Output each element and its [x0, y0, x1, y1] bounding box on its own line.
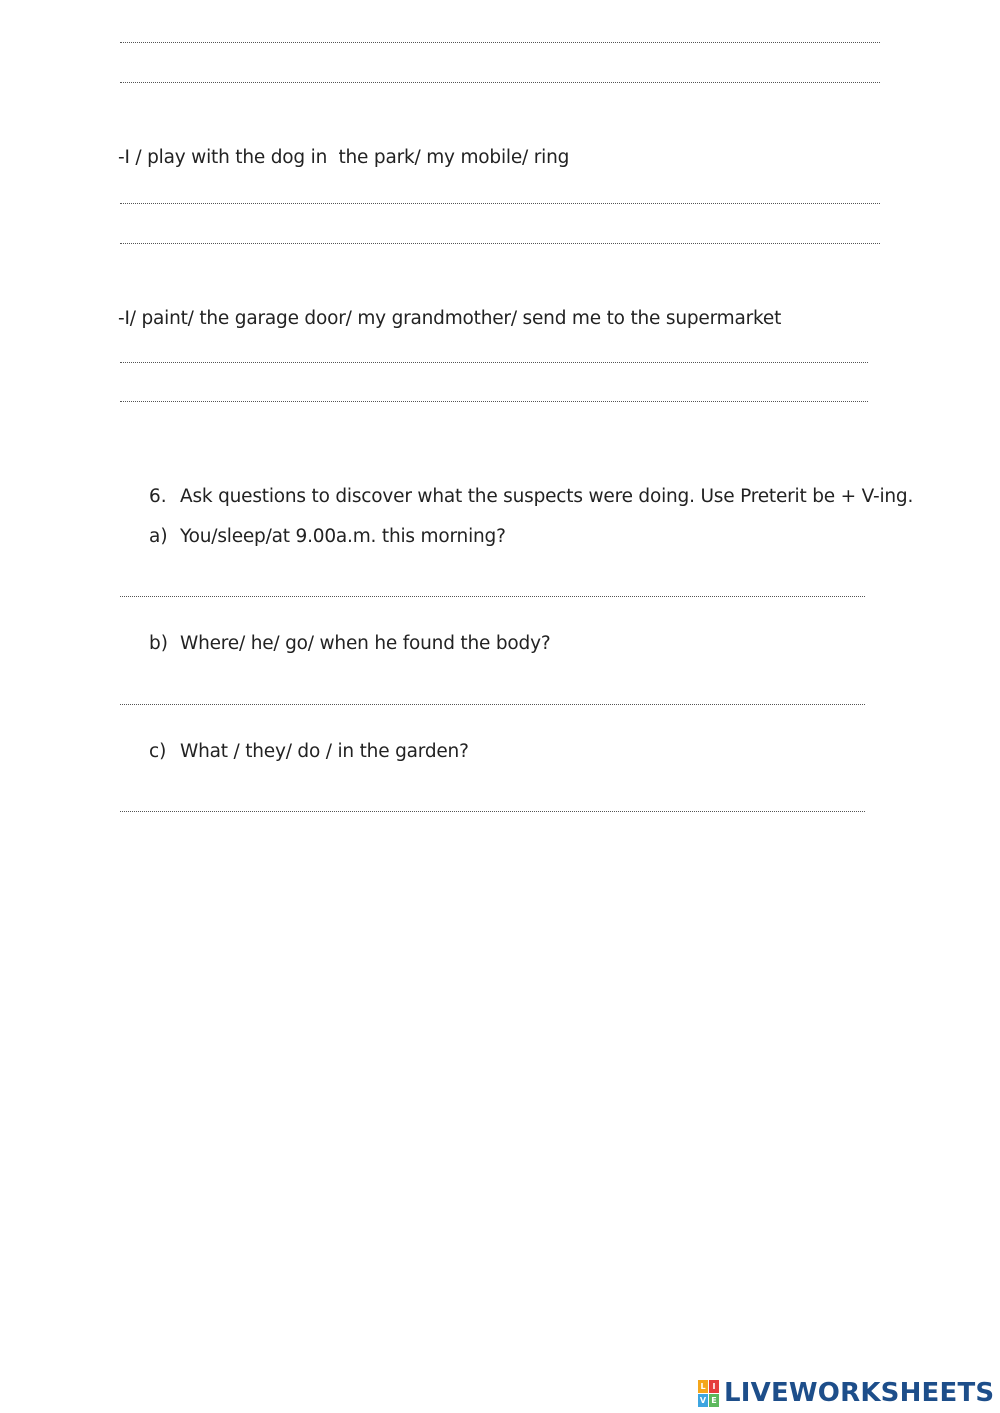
- answer-line[interactable]: [120, 42, 880, 43]
- question-letter: b): [149, 633, 168, 654]
- logo-mark-letter: L: [698, 1380, 708, 1393]
- answer-line[interactable]: [120, 362, 868, 363]
- answer-line[interactable]: [120, 596, 865, 597]
- answer-line[interactable]: [120, 811, 865, 812]
- logo-mark-letter: I: [709, 1380, 719, 1393]
- question-text: What / they/ do / in the garden?: [180, 741, 469, 762]
- answer-line[interactable]: [120, 704, 865, 705]
- logo-text: LIVEWORKSHEETS: [724, 1378, 995, 1408]
- answer-line[interactable]: [120, 82, 880, 83]
- liveworksheets-logo: [698, 1378, 994, 1408]
- exercise-instruction: Ask questions to discover what the suspects were doing. Use Preterit be + V-ing.: [180, 486, 914, 507]
- question-text: Where/ he/ go/ when he found the body?: [180, 633, 551, 654]
- exercise-number: 6.: [149, 486, 167, 507]
- logo-mark-letter: V: [699, 1396, 707, 1405]
- question-letter: a): [149, 526, 168, 547]
- question-text: You/sleep/at 9.00a.m. this morning?: [180, 526, 506, 547]
- answer-line[interactable]: [120, 203, 880, 204]
- answer-line[interactable]: [120, 243, 880, 244]
- answer-line[interactable]: [120, 401, 868, 402]
- exercise-prompt: -I/ paint/ the garage door/ my grandmother/ send me to the supermarket: [118, 308, 782, 329]
- logo-mark-letter: E: [709, 1394, 719, 1407]
- question-letter: c): [149, 741, 167, 762]
- exercise-prompt: -I / play with the dog in the park/ my mobile/ ring: [118, 147, 570, 168]
- logo-mark-icon: [698, 1379, 720, 1407]
